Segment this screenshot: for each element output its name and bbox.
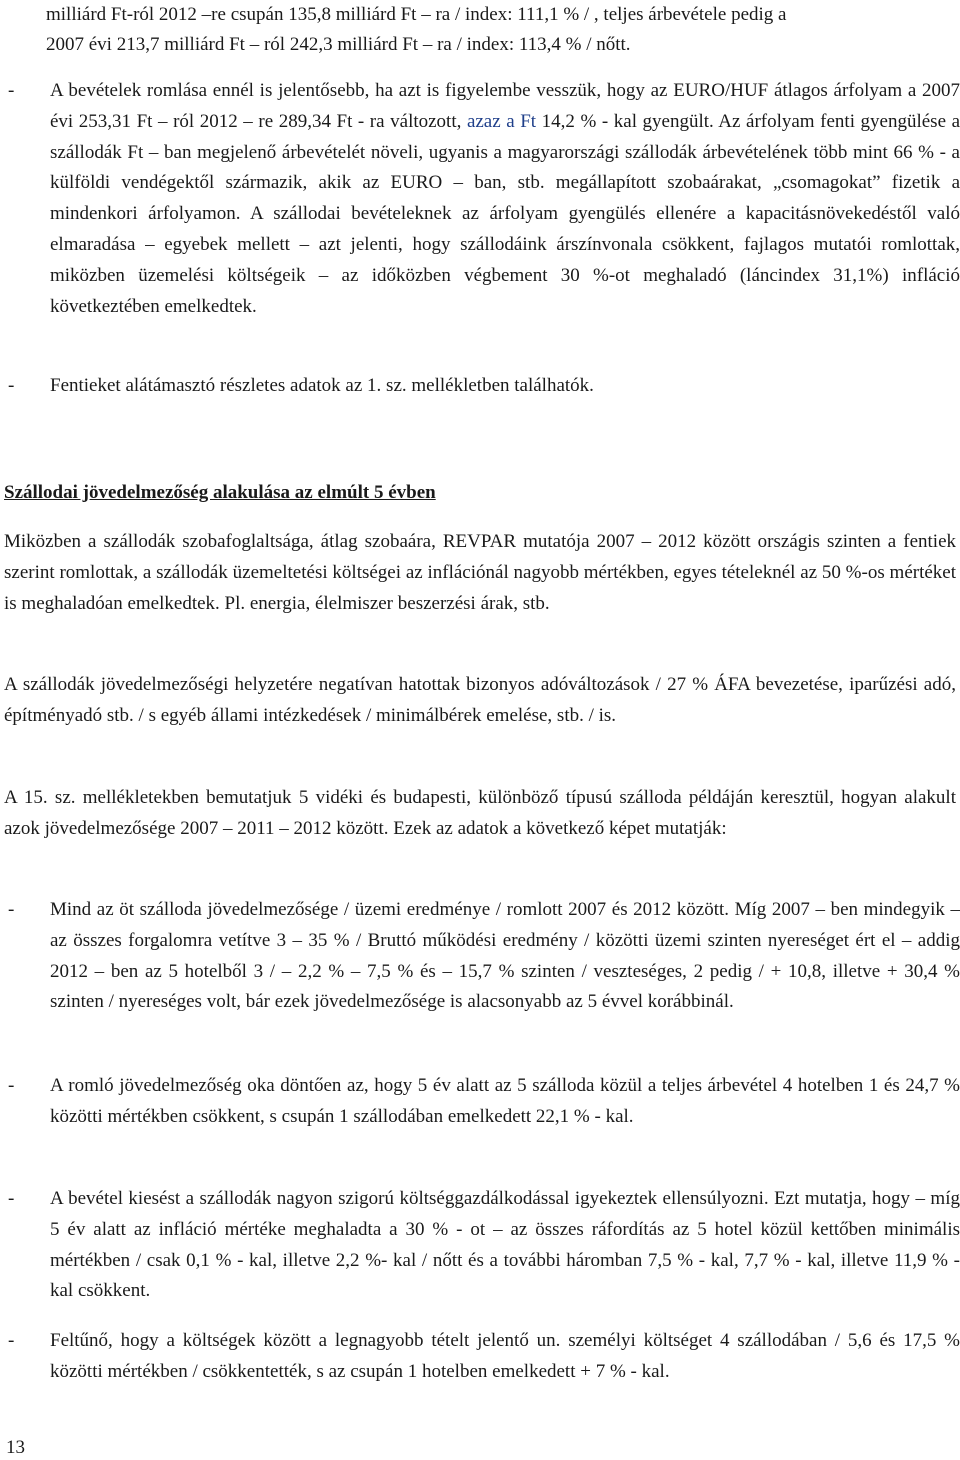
highlighted-text: azaz a Ft <box>466 110 537 132</box>
bullet-text: Fentieket alátámasztó részletes adatok az 1. sz. mellékletben találhatók. <box>50 375 594 396</box>
paragraph: A szállodák jövedelmezőségi helyzetére negatívan hatottak bizonyos adóváltozások / 27 % ÁFA bevezetése, iparűzési adó, építményadó stb. / s egyéb állami intézkedések / minimálbérek emelése, stb. / is. <box>4 674 956 726</box>
continuation-line-2: 2007 évi 213,7 milliárd Ft – ról 242,3 milliárd Ft – ra / index: 113,4 % / nőtt. <box>46 34 631 55</box>
bullet-text: Feltűnő, hogy a költségek között a legnagyobb tételt jelentő un. személyi költséget 4 szállodában / 5,6 és 17,5 % közötti mértékben / csökkentették, s az csupán 1 hotelben emelkedett + 7 % - kal. <box>50 1330 960 1382</box>
bullet-dash: - <box>8 1075 15 1096</box>
paragraph: Miközben a szállodák szobafoglaltsága, átlag szobaára, REVPAR mutatója 2007 – 2012 között országis szinten a fentiek szerint romlottak, a szállodák üzemeltetési költségei az inflációnál nagyobb mértékben, egyes tételeknél az 50 %-os mértéket is meghaladóan emelkedtek. Pl. energia, élelmiszer beszerzési árak, stb. <box>4 531 956 614</box>
bullet-text: Mind az öt szálloda jövedelmezősége / üzemi eredménye / romlott 2007 és 2012 között. Míg 2007 – ben mindegyik – az összes forgalomra vetítve 3 – 35 % / Bruttó működési eredmény / közötti üzemi szinten nyereséget ért el – addig 2012 – ben az 5 hotelből 3 / – 2,2 % – 7,5 % és – 15,7 % szinten / veszteséges, 2 pedig / + 10,8, illetve + 30,4 % szinten / nyereséges volt, bár ezek jövedelmezősége is alacsonyabb az 5 évvel korábbinál. <box>50 899 960 1013</box>
bullet-dash: - <box>8 1330 15 1351</box>
bullet-dash: - <box>8 80 15 101</box>
continuation-line-1: milliárd Ft-ról 2012 –re csupán 135,8 milliárd Ft – ra / index: 111,1 % / , teljes árbevétele pedig a <box>46 4 787 25</box>
bullet-text-part: 14,2 % - kal gyengült. Az árfolyam fenti gyengülése a szállodák Ft – ban megjelenő árbevételét növeli, ugyanis a magyarországi szállodák árbevételének több mint 66 % - a külföldi vendégektől származik, akik az EURO – ban, stb. megállapított szobaárakat, „csomagokat” fizetik a mindenkori árfolyamon. A szállodai bevételeknek az árfolyam gyengülés ellenére a kapacitásnövekedéstől való elmaradása – egyebek mellett – azt jelenti, hogy szállodáink árszínvonala csökkent, fajlagos mutatói romlottak, miközben üzemelési költségeik – az időközben végbement 30 %-ot meghaladó (láncindex 31,1%) infláció következtében emelkedtek. <box>50 110 960 317</box>
bullet-dash: - <box>8 375 15 396</box>
bullet-dash: - <box>8 1188 15 1209</box>
bullet-text-part: A bevételek romlása ennél is jelentősebb, ha azt is figyelembe vesszük, hogy az EURO/HUF átlagos árfolyam a 2007 évi 253,31 Ft – ról 2012 – re 289,34 Ft - ra változott, <box>50 80 960 132</box>
bullet-dash: - <box>8 899 15 920</box>
page-number: 13 <box>6 1437 25 1458</box>
section-heading: Szállodai jövedelmezőség alakulása az elmúlt 5 évben <box>4 482 436 503</box>
bullet-text <box>50 76 960 322</box>
bullet-text: A romló jövedelmezőség oka döntően az, hogy 5 év alatt az 5 szálloda közül a teljes árbevétel 4 hotelben 1 és 24,7 % közötti mértékben csökkent, s csupán 1 szállodában emelkedett 22,1 % - kal. <box>50 1075 960 1127</box>
paragraph: A 15. sz. mellékletekben bemutatjuk 5 vidéki és budapesti, különböző típusú szálloda példáján keresztül, hogyan alakult azok jövedelmezősége 2007 – 2011 – 2012 között. Ezek az adatok a következő képet mutatják: <box>4 787 956 839</box>
bullet-text: A bevétel kiesést a szállodák nagyon szigorú költséggazdálkodással igyekeztek ellensúlyozni. Ezt mutatja, hogy – míg 5 év alatt az infláció mértéke meghaladta a 30 % - ot – az összes ráfordítás az 5 hotel közül kettőben minimális mértékben / csak 0,1 % - kal, illetve 2,2 %- kal / nőtt és a további háromban 7,5 % - kal, 7,7 % - kal, illetve 11,9 % - kal csökkent. <box>50 1188 960 1302</box>
